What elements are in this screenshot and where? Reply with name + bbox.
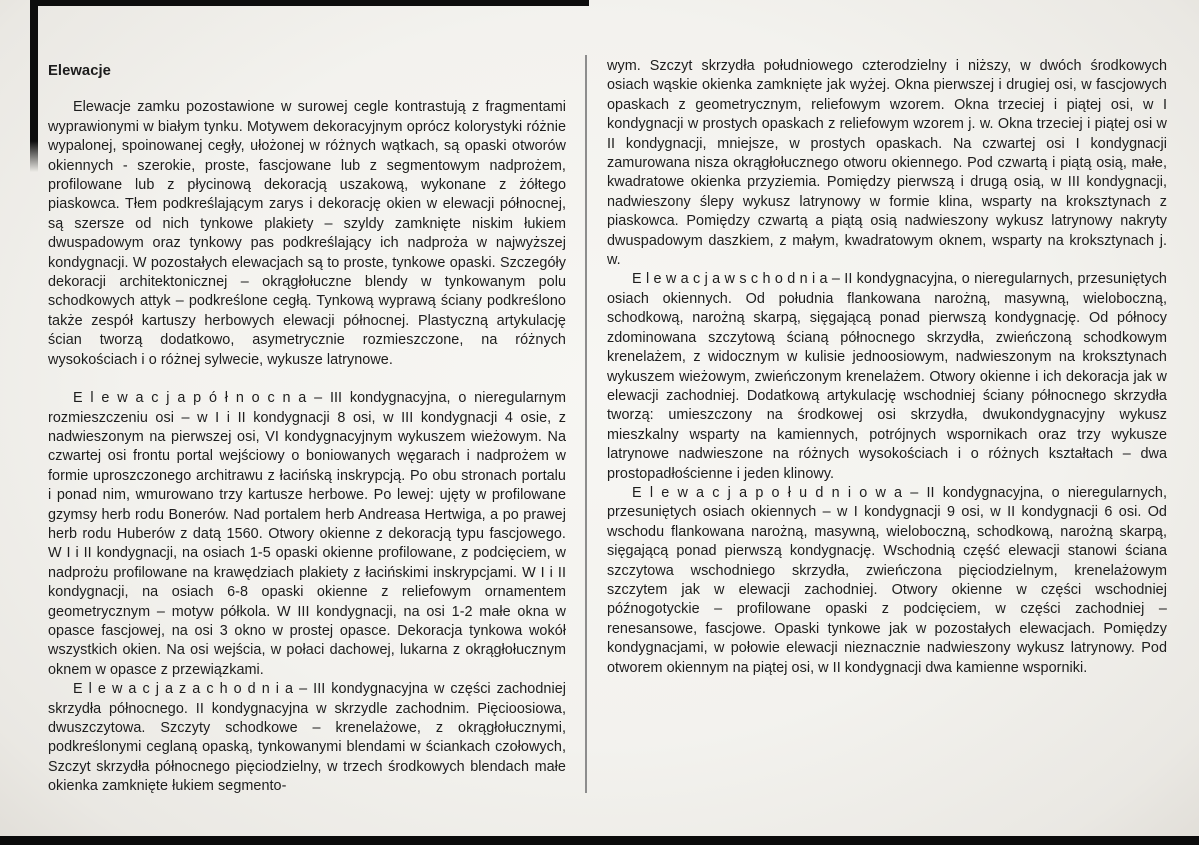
paragraph-elewacja-zachodnia: E l e w a c j a z a c h o d n i a – III kondygnacyjna w części zachodniej skrzydła północnego. II kondygnacyjna w skrzydle zachodnim. Pięcioosiowa, dwuszczytowa. Szczyty schodkowe – krenelażowe, z okrągłołucznymi, podkreślonymi ceglaną opaską, tynkowanymi blendami w ściankach czołowych, Szczyt skrzydła północnego pięciodzielny, w trzech środkowych blendach małe okienka zamknięte łukiem segmento- bbox=[48, 681, 566, 795]
scan-artifact-left-edge bbox=[30, 0, 38, 172]
left-column bbox=[48, 62, 566, 797]
column-divider-rule bbox=[585, 55, 587, 793]
paragraph-elewacja-polnocna: E l e w a c j a p ó ł n o c n a – III kondygnacyjna, o nieregularnym rozmieszczeniu osi – w I i II kondygnacji 8 osi, w III kondygnacji 4 osie, z nadwieszonym na pierwszej osi, VI kondygnacyjnym wykuszem wieżowym. Na czwartej osi frontu portal wejściowy o boniowanych węgarach i nadprożem w formie uproszczonego architrawu z łacińską inskrypcją. Po obu stronach portalu i ponad nim, wmurowano trzy kartusze herbowe. Po lewej: ujęty w profilowane gzymsy herb rodu Bonerów. Nad portalem herb Andreasa Hertwiga, a po prawej herb rodu Huberów z datą 1560. Otwory okienne z dekoracją typu fascjowego. W I i II kondygnacji, na osiach 1-5 opaski okienne profilowane, z podcięciem, w nadprożu profilowane na krawędziach plakiety z łacińskimi inskrypcjami. W I i II kondygnacji, na osiach 6-8 opaski okienne z reliefowym ornamentem geometrycznym – motyw półkola. W III kondygnacji, na osi 1-2 małe okna w opasce fascjowej, na osi 3 okno w prostej opasce. Dekoracja tynkowa wokół wszystkich okien. Na osi wejścia, w połaci dachowej, lukarna z okrągłołucznym oknem w opasce z przewiązkami. bbox=[48, 390, 566, 678]
right-column bbox=[607, 57, 1167, 678]
section-heading: Elewacje bbox=[48, 63, 111, 79]
paragraph-continuation: wym. Szczyt skrzydła południowego czterodzielny i niższy, w dwóch środkowych osiach wąskie okienka zamknięte jak wyżej. Okna pierwszej i drugiej osi, w fascjowych opaskach z geometrycznym, reliefowym wzorem. Okna trzeciej i piątej osi, w I kondygnacji w prostych opaskach z reliefowym wzorem j. w. Okna trzeciej i piątej osi w II kondygnacji, mniejsze, w prostych opaskach. Na czwartej osi I kondygnacji zamurowana nisza okrągłołucznego otworu okiennego. Pod czwartą i piątą osią, małe, kwadratowe okienka przyziemia. Pomiędzy pierwszą i drugą osią, w III kondygnacji, nadwieszony ślepy wykusz latrynowy w formie klina, wsparty na kroksztynach z piaskowca. Pomiędzy czwartą a piątą osią nadwieszony wykusz latrynowy nakryty dwuspadowym daszkiem, z małym, kwadratowym oknem, wsparty na kroksztynach j. w. bbox=[607, 58, 1167, 269]
paragraph-elewacja-poludniowa: E l e w a c j a p o ł u d n i o w a – II kondygnacyjna, o nieregularnych, przesuniętych osiach okiennych – w I kondygnacji 9 osi, w II kondygnacji 6 osi. Od wschodu flankowana narożną, masywną, wieloboczną, schodkową, narożną skarpą, sięgającą ponad pierwszą kondygnację. Wschodnią część elewacji stanowi ściana szczytowa wschodniego skrzydła, zwieńczona pięciodzielnym, krenelażowym szczytem jak w elewacji zachodniej. Otwory okienne w części wschodniej późnogotyckie – profilowane opaski z podcięciem, w części zachodniej – renesansowe, fascjowe. Opaski tynkowe jak w pozostałych elewacjach. Pomiędzy kondygnacjami, w połowie elewacji nieznacznie nadwieszony wykusz latrynowy. Pod otworem okiennym na piątej osi, w II kondygnacji dwa kamienne wsporniki. bbox=[607, 484, 1167, 676]
scan-artifact-top-edge bbox=[33, 0, 589, 6]
paragraph-intro: Elewacje zamku pozostawione w surowej cegle kontrastują z fragmentami wyprawionymi w białym tynku. Motywem dekoracyjnym oprócz kolorystyki różnie wypalonej, spoinowanej cegły, ułożonej w różnych wątkach, są opaski otworów okiennych - szerokie, proste, fascjowane lub z segmentowym nadprożem, profilowane lub z płycinową dekoracją uszakową, wykonane z żółtego piaskowca. Tłem podkreślającym zarys i dekorację okien w elewacji północnej, są szersze od nich tynkowe plakiety – szyldy zamknięte niskim łukiem dwuspadowym oraz tynkowy pas podkreślający ich nadproża w najwyższej kondygnacji. W pozostałych elewacjach są to proste, tynkowe opaski. Szczegóły dekoracji architektonicznej – okrągłołuczne blendy w tynkowanym polu schodkowych attyk – podkreślone cegłą. Tynkową wyprawą ściany podkreślono także zespół kartuszy herbowych elewacji północnej. Plastyczną artykulację ścian tworzą dodatkowo, asymetrycznie rozmieszczone, na różnych wysokościach i o różnej sylwecie, wykusze latrynowe. bbox=[48, 99, 566, 368]
paragraph-elewacja-wschodnia: E l e w a c j a w s c h o d n i a – II kondygnacyjna, o nieregularnych, przesuniętych osiach okiennych. Od południa flankowana narożną, masywną, wieloboczną, schodkową, narożną skarpą, sięgającą ponad pierwszą kondygnację. Od północy zdominowana szczytową ścianą północnego skrzydła, zwieńczoną schodkowym krenelażem, z widocznym w kulisie jednoosiowym, nadwieszonym na kroksztynach wykuszem wieżowym, zwieńczonym krenelażem. Otwory okienne i ich dekoracja jak w elewacji zachodniej. Dodatkową artykulację wschodniej ściany północnego skrzydła tworzą: umieszczony na środkowej osi skrzydła, dwukondygnacyjny wykusz mieszkalny wsparty na kamiennych, potrójnych wspornikach oraz trzy wykusze latrynowe nadwieszone na różnych wysokościach i o różnych kształtach – dwa prostopadłościenne i jeden klinowy. bbox=[607, 271, 1167, 482]
scan-artifact-bottom-edge bbox=[0, 836, 1199, 845]
